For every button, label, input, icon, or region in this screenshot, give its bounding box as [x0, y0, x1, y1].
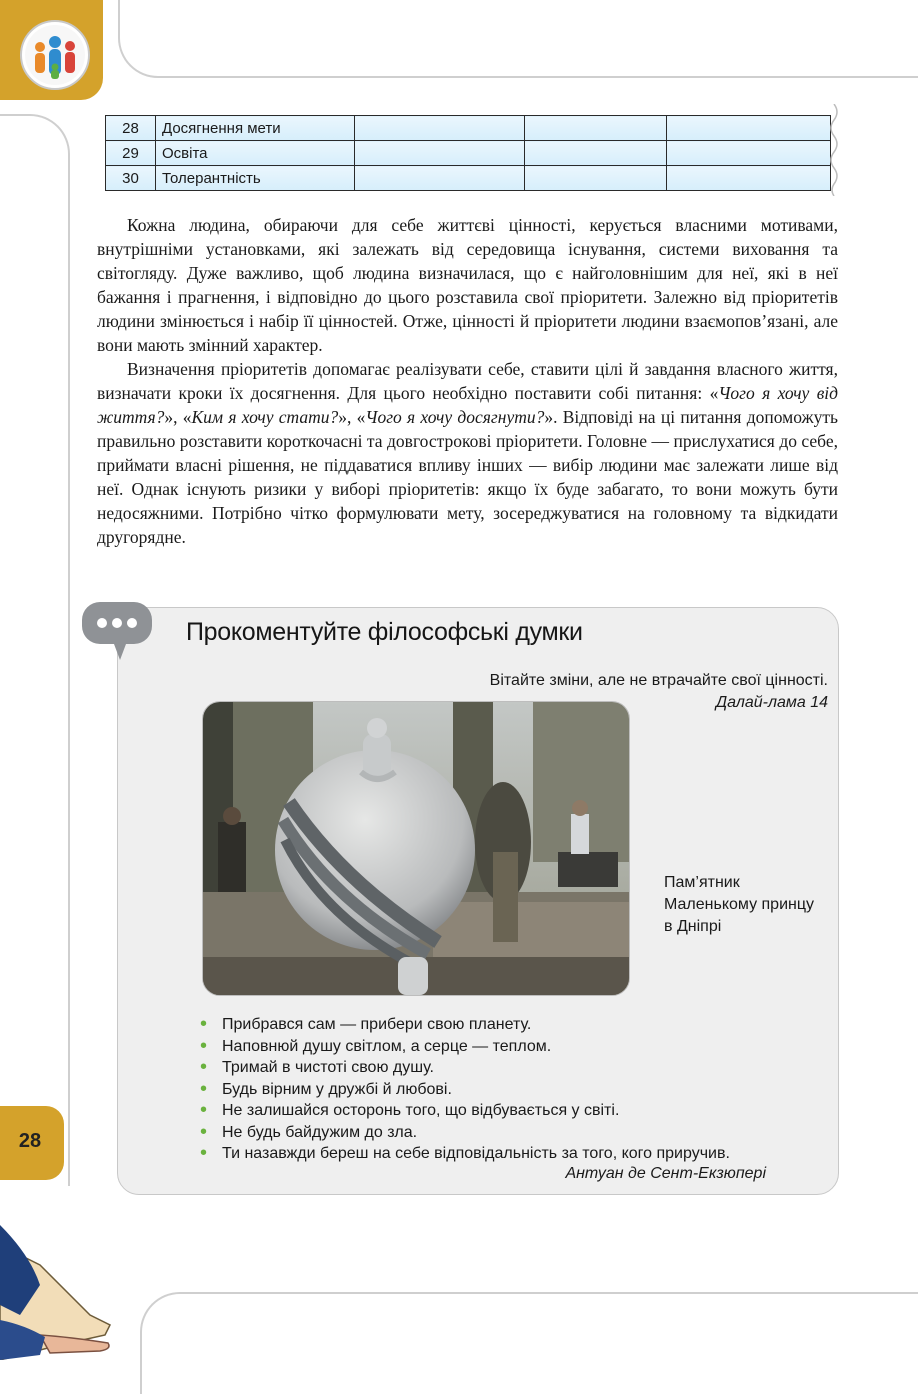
- page-number: 28: [18, 1130, 42, 1152]
- top-frame-line: [118, 0, 918, 78]
- question-text: Ким я хочу стати?: [191, 407, 339, 427]
- box-title: Прокоментуйте філософські думки: [186, 618, 583, 646]
- empty-cell: [355, 116, 525, 141]
- caption-line: в Дніпрі: [664, 918, 722, 935]
- question-text: Чого я хочу досягнути?: [365, 407, 545, 427]
- caption-line: Маленькому принцу: [664, 896, 815, 913]
- table-row: [106, 116, 831, 141]
- row-number: 30: [106, 166, 156, 191]
- hand-with-book-icon: [0, 1225, 120, 1360]
- text-span: ». Відповіді на ці питання допоможуть правильно розставити короткочасні та довгострокові пріоритети. Головне — прислухатися до себе, приймати власні рішення, не піддаватися впливу інших — вибір людини має залежати лише від неї. Однак існують ризики у виборі пріоритетів: якщо їх буде забагато, то вони можуть бути недосяжними. Потрібно чітко формулювати мету, зосереджуватися на головному та відкидати другорядне.: [97, 407, 839, 547]
- little-prince-monument-photo: [202, 701, 630, 996]
- family-logo-icon: [20, 20, 90, 90]
- photo-caption: [664, 872, 814, 938]
- empty-cell: [355, 141, 525, 166]
- empty-cell: [667, 166, 831, 191]
- left-frame-line: [0, 114, 70, 1186]
- bottom-frame-line: [140, 1292, 918, 1394]
- table-row: [106, 166, 831, 191]
- speech-bubble-icon: [80, 600, 154, 662]
- quotes-author: Антуан де Сент-Екзюпері: [565, 1165, 766, 1182]
- question-text: Чого я хочу від життя?: [97, 383, 839, 427]
- list-item: • Будь вірним у дружбі й любові.: [200, 1079, 730, 1101]
- row-number: 28: [106, 116, 156, 141]
- row-label: Толерантність: [156, 166, 355, 191]
- quote-text: Вітайте зміни, але не втрачайте свої цінності.: [489, 672, 828, 689]
- table-row: [106, 141, 831, 166]
- text-span: », «: [164, 407, 192, 427]
- paragraph: Кожна людина, обираючи для себе життєві цінності, керується власними мотивами, внутрішніми установками, які залежать від середовища існування, системи виховання та світогляду. Дуже важливо, щоб людина визначилася, що є найголовнішим для неї, які в неї бажання і прагнення, і відповідно до цього розставила свої пріоритети. Залежно від пріоритетів людини змінюється і набір її цінностей. Отже, цінності й пріоритети людини взаємопов’язані, але вони мають змінний характер.: [97, 215, 838, 355]
- empty-cell: [355, 166, 525, 191]
- text-span: Визначення пріоритетів допомагає реалізувати себе, ставити цілі й завдання власного життя, визначати кроки їх досягнення. Для цього необхідно поставити собі питання: «: [97, 359, 838, 403]
- list-item: • Прибрався сам — прибери свою планету.: [200, 1014, 730, 1036]
- torn-edge-icon: [828, 104, 842, 196]
- empty-cell: [525, 116, 667, 141]
- empty-cell: [525, 166, 667, 191]
- row-label: Досягнення мети: [156, 116, 355, 141]
- list-item: • Наповнюй душу світлом, а серце — теплом.: [200, 1036, 730, 1058]
- empty-cell: [667, 141, 831, 166]
- quote-author: Далай-лама 14: [715, 694, 828, 711]
- paragraph: [97, 357, 838, 549]
- list-item: • Ти назавжди береш на себе відповідальність за того, кого приручив.: [200, 1143, 730, 1165]
- caption-line: Пам’ятник: [664, 874, 740, 891]
- values-table: [105, 115, 831, 191]
- list-item: • Не будь байдужим до зла.: [200, 1122, 730, 1144]
- text-span: », «: [338, 407, 366, 427]
- row-label: Освіта: [156, 141, 355, 166]
- exupery-quotes-list: [200, 1014, 730, 1165]
- row-number: 29: [106, 141, 156, 166]
- empty-cell: [667, 116, 831, 141]
- main-text: [97, 213, 838, 549]
- list-item: • Тримай в чистоті свою душу.: [200, 1057, 730, 1079]
- list-item: • Не залишайся осторонь того, що відбувається у світі.: [200, 1100, 730, 1122]
- empty-cell: [525, 141, 667, 166]
